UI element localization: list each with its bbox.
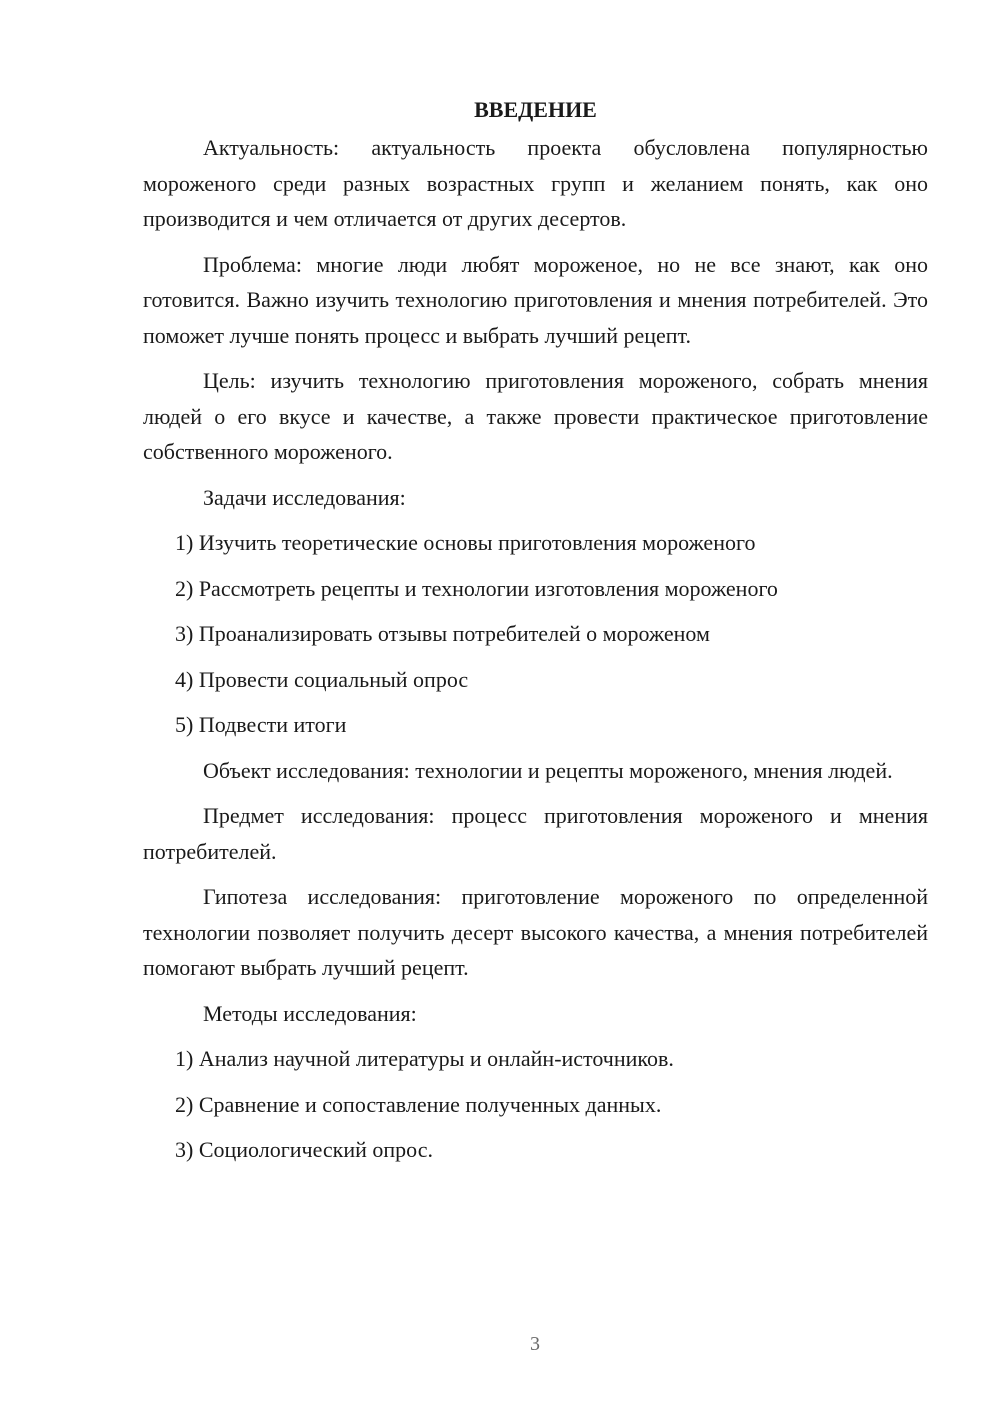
subject-paragraph: Предмет исследования: процесс приготовления мороженого и мнения потребителей. <box>143 803 928 864</box>
tasks-intro: Задачи исследования: <box>203 484 406 510</box>
section-heading: ВВЕДЕНИЕ <box>474 97 597 122</box>
methods-list <box>143 1041 928 1168</box>
list-item: 2) Сравнение и сопоставление полученных данных. <box>175 1091 662 1117</box>
tasks-list <box>143 525 928 743</box>
list-item: 2) Рассмотреть рецепты и технологии изготовления мороженого <box>175 575 778 601</box>
page-number: 3 <box>530 1333 540 1355</box>
list-item: 5) Подвести итоги <box>175 712 347 737</box>
list-item: 4) Провести социальный опрос <box>175 666 469 692</box>
relevance-paragraph: Актуальность: актуальность проекта обусловлена популярностью мороженого среди разных возрастных групп и желанием понять, как оно производится и чем отличается от других десертов. <box>143 135 928 231</box>
methods-intro: Методы исследования: <box>203 1000 417 1026</box>
hypothesis-paragraph: Гипотеза исследования: приготовление мороженого по определенной технологии позволяет получить десерт высокого качества, а мнения потребителей помогают выбрать лучший рецепт. <box>143 884 928 980</box>
goal-paragraph: Цель: изучить технологию приготовления мороженого, собрать мнения людей о его вкусе и качестве, а также провести практическое приготовление собственного мороженого. <box>143 368 928 464</box>
list-item: 3) Социологический опрос. <box>175 1137 433 1162</box>
problem-paragraph: Проблема: многие люди любят мороженое, но не все знают, как оно готовится. Важно изучить технологию приготовления и мнения потребителей. Это поможет лучше понять процесс и выбрать лучший рецепт. <box>143 251 928 348</box>
object-paragraph: Объект исследования: технологии и рецепты мороженого, мнения людей. <box>203 757 893 783</box>
list-item: 3) Проанализировать отзывы потребителей о мороженом <box>175 621 710 646</box>
document-page <box>143 92 928 1178</box>
list-item: 1) Анализ научной литературы и онлайн-источников. <box>175 1046 674 1071</box>
list-item: 1) Изучить теоретические основы приготовления мороженого <box>175 530 756 555</box>
